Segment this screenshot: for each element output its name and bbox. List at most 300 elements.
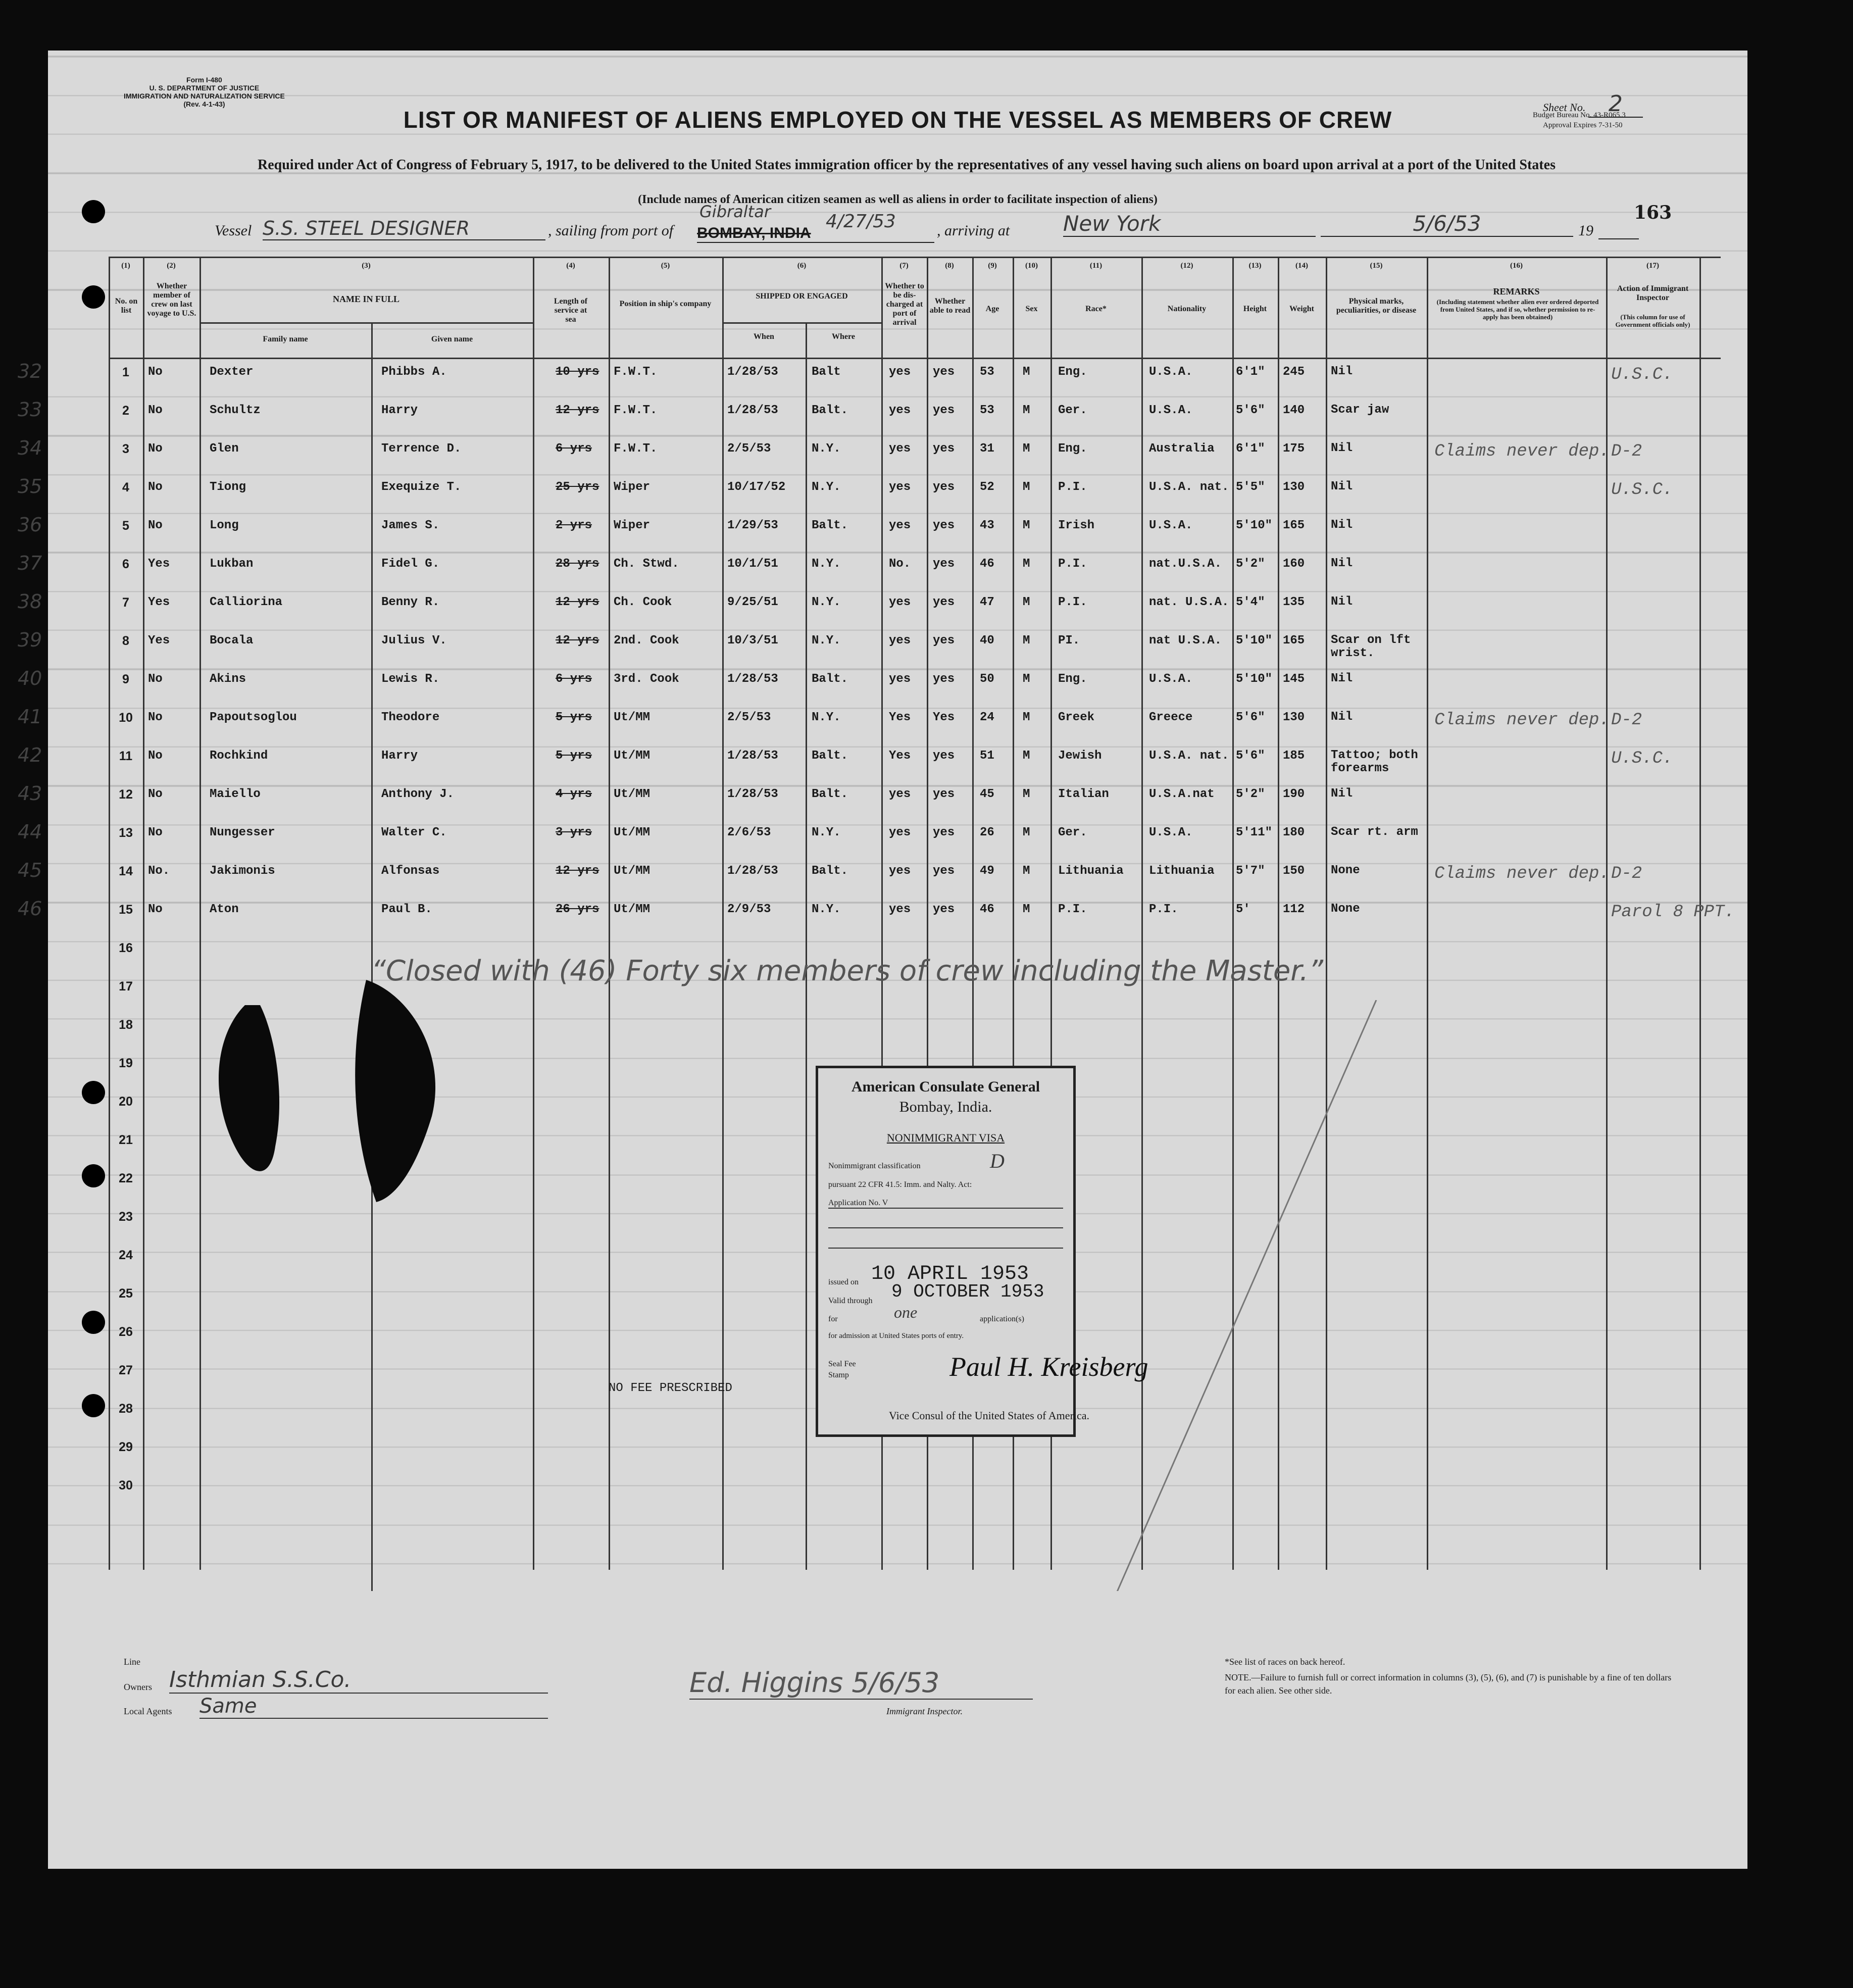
col-number-13: (13) bbox=[1248, 262, 1262, 270]
row-position: Ut/MM bbox=[614, 826, 650, 839]
row-where: Balt. bbox=[812, 787, 848, 801]
binder-hole bbox=[82, 1394, 105, 1417]
row-when: 1/28/53 bbox=[727, 404, 778, 417]
stamp-seal-label: Seal Fee Stamp bbox=[828, 1360, 856, 1379]
row-given-name: James S. bbox=[381, 519, 440, 532]
row-position: Wiper bbox=[614, 480, 650, 494]
row-number: 3 bbox=[122, 442, 129, 456]
empty-row-number: 20 bbox=[119, 1095, 133, 1109]
row-number: 13 bbox=[119, 826, 133, 840]
empty-row-number: 26 bbox=[119, 1325, 133, 1339]
left-margin-number: 44 bbox=[18, 821, 42, 843]
row-where: N.Y. bbox=[812, 480, 841, 494]
row-action: D-2 bbox=[1611, 711, 1642, 730]
footer-races-note: *See list of races on back hereof. bbox=[1225, 1657, 1345, 1667]
row-height: 5'6" bbox=[1236, 404, 1265, 417]
row-age: 40 bbox=[980, 634, 994, 648]
row-member: No bbox=[148, 480, 163, 494]
row-height: 5'10" bbox=[1236, 672, 1273, 686]
row-marks: Nil bbox=[1331, 557, 1353, 570]
empty-row-number: 28 bbox=[119, 1402, 133, 1416]
row-nationality: nat U.S.A. bbox=[1149, 634, 1222, 648]
header-remarks: REMARKS bbox=[1493, 286, 1540, 296]
col-number-11: (11) bbox=[1089, 262, 1103, 270]
no-fee-text: NO FEE PRESCRIBED bbox=[609, 1381, 732, 1395]
row-weight: 150 bbox=[1283, 864, 1305, 878]
footer-owners-value: Isthmian S.S.Co. bbox=[169, 1667, 548, 1694]
row-sex: M bbox=[1023, 519, 1030, 532]
footer-owners-label: Owners bbox=[124, 1682, 152, 1692]
row-discharged: yes bbox=[889, 365, 911, 379]
row-sex: M bbox=[1023, 903, 1030, 916]
header-action: Action of Immigrant Inspector bbox=[1617, 284, 1689, 302]
row-given-name: Fidel G. bbox=[381, 557, 440, 571]
row-marks: Tattoo; both forearms bbox=[1331, 749, 1418, 775]
arrival-port: New York bbox=[1063, 211, 1316, 237]
row-discharged: yes bbox=[889, 595, 911, 609]
sheet-footer bbox=[48, 1591, 1747, 1869]
row-service-length: 12 yrs bbox=[556, 634, 599, 648]
stamp-application-suffix: application(s) bbox=[980, 1315, 1024, 1323]
row-nationality: P.I. bbox=[1149, 903, 1178, 916]
left-margin-number: 36 bbox=[18, 514, 42, 536]
row-member: No bbox=[148, 442, 163, 456]
header-age: Age bbox=[985, 305, 999, 313]
row-nationality: nat.U.S.A. bbox=[1149, 557, 1222, 571]
form-revision: (Rev. 4-1-43) bbox=[183, 100, 225, 108]
sailing-port-handwritten: Gibraltar bbox=[699, 202, 771, 221]
row-action: D-2 bbox=[1611, 864, 1642, 883]
row-where: N.Y. bbox=[812, 711, 841, 724]
left-margin-number: 41 bbox=[18, 706, 42, 728]
row-family-name: Rochkind bbox=[210, 749, 268, 763]
row-member: Yes bbox=[148, 557, 170, 571]
row-family-name: Bocala bbox=[210, 634, 254, 648]
stamp-valid-label: Valid through bbox=[828, 1297, 873, 1305]
row-nationality: Lithuania bbox=[1149, 864, 1215, 878]
row-nationality: U.S.A.nat bbox=[1149, 787, 1215, 801]
row-able-read: Yes bbox=[933, 711, 955, 724]
row-member: No bbox=[148, 749, 163, 763]
col-number-6: (6) bbox=[797, 262, 807, 270]
row-race: PI. bbox=[1058, 634, 1080, 648]
row-height: 5'2" bbox=[1236, 787, 1265, 801]
col-number-17: (17) bbox=[1646, 262, 1659, 270]
empty-row-number: 24 bbox=[119, 1248, 133, 1262]
row-able-read: yes bbox=[933, 404, 955, 417]
row-position: F.W.T. bbox=[614, 365, 658, 379]
row-weight: 180 bbox=[1283, 826, 1305, 839]
left-margin-number: 45 bbox=[18, 859, 42, 881]
row-member: No bbox=[148, 711, 163, 724]
row-height: 5'11" bbox=[1236, 826, 1273, 839]
row-where: Balt. bbox=[812, 519, 848, 532]
row-nationality: U.S.A. bbox=[1149, 404, 1193, 417]
row-race: P.I. bbox=[1058, 480, 1087, 494]
stamp-pursuant: pursuant 22 CFR 41.5: Imm. and Nalty. Act: bbox=[828, 1180, 972, 1189]
row-sex: M bbox=[1023, 826, 1030, 839]
row-when: 1/28/53 bbox=[727, 365, 778, 379]
header-able-read: Whether able to read bbox=[929, 297, 971, 315]
row-sex: M bbox=[1023, 787, 1030, 801]
row-race: Jewish bbox=[1058, 749, 1102, 763]
sheet-number-value: 2 bbox=[1588, 91, 1643, 118]
header-family-name: Family name bbox=[263, 335, 308, 343]
left-margin-number: 39 bbox=[18, 629, 42, 651]
row-marks: None bbox=[1331, 902, 1360, 916]
stamp-consulate: American Consulate General bbox=[851, 1078, 1040, 1095]
table-top-border bbox=[109, 257, 1721, 258]
row-given-name: Lewis R. bbox=[381, 672, 440, 686]
header-nationality: Nationality bbox=[1167, 305, 1207, 313]
row-number: 6 bbox=[122, 557, 129, 571]
empty-row-number: 21 bbox=[119, 1133, 133, 1147]
row-height: 5'10" bbox=[1236, 634, 1273, 648]
empty-row-number: 30 bbox=[119, 1478, 133, 1493]
row-race: Eng. bbox=[1058, 442, 1087, 456]
row-family-name: Aton bbox=[210, 903, 239, 916]
row-sex: M bbox=[1023, 442, 1030, 456]
row-weight: 135 bbox=[1283, 595, 1305, 609]
row-position: Ch. Cook bbox=[614, 595, 672, 609]
form-number: Form I-480 bbox=[186, 76, 222, 84]
row-service-length: 28 yrs bbox=[556, 557, 599, 571]
left-margin-number: 34 bbox=[18, 437, 42, 459]
row-family-name: Nungesser bbox=[210, 826, 275, 839]
row-where: Balt. bbox=[812, 864, 848, 878]
row-number: 10 bbox=[119, 711, 133, 725]
row-race: Eng. bbox=[1058, 365, 1087, 379]
year-blank bbox=[1598, 238, 1639, 239]
row-race: Greek bbox=[1058, 711, 1095, 724]
header-name-in-full: NAME IN FULL bbox=[332, 294, 399, 304]
row-where: N.Y. bbox=[812, 826, 841, 839]
seal-mark bbox=[184, 965, 447, 1207]
row-when: 1/28/53 bbox=[727, 672, 778, 686]
empty-row-number: 29 bbox=[119, 1440, 133, 1454]
row-member: Yes bbox=[148, 595, 170, 609]
row-race: Eng. bbox=[1058, 672, 1087, 686]
binder-hole bbox=[82, 1081, 105, 1104]
row-weight: 130 bbox=[1283, 711, 1305, 724]
left-margin-number: 40 bbox=[18, 667, 42, 689]
row-service-length: 5 yrs bbox=[556, 749, 592, 763]
row-sex: M bbox=[1023, 672, 1030, 686]
row-discharged: No. bbox=[889, 557, 911, 571]
row-able-read: yes bbox=[933, 365, 955, 379]
col-number-10: (10) bbox=[1025, 262, 1038, 270]
left-margin-number: 37 bbox=[18, 552, 42, 574]
row-nationality: U.S.A. nat. bbox=[1149, 480, 1229, 494]
row-able-read: yes bbox=[933, 595, 955, 609]
row-when: 1/28/53 bbox=[727, 749, 778, 763]
sailing-port-struck: BOMBAY, INDIA bbox=[697, 225, 934, 243]
row-family-name: Dexter bbox=[210, 365, 254, 379]
row-age: 53 bbox=[980, 404, 994, 417]
row-when: 2/9/53 bbox=[727, 903, 771, 916]
form-id bbox=[124, 76, 285, 108]
header-discharged: Whether to be dis-charged at port of arrival bbox=[885, 282, 924, 327]
row-able-read: yes bbox=[933, 903, 955, 916]
empty-row-number: 17 bbox=[119, 979, 133, 993]
row-race: P.I. bbox=[1058, 903, 1087, 916]
row-when: 10/17/52 bbox=[727, 480, 786, 494]
row-age: 51 bbox=[980, 749, 994, 763]
row-member: No bbox=[148, 903, 163, 916]
row-height: 5'4" bbox=[1236, 595, 1265, 609]
stamp-blank-line-2 bbox=[828, 1237, 1063, 1249]
row-service-length: 12 yrs bbox=[556, 595, 599, 609]
vessel-label: Vessel bbox=[215, 222, 252, 239]
row-discharged: yes bbox=[889, 519, 911, 532]
col-number-9: (9) bbox=[988, 262, 997, 270]
row-given-name: Harry bbox=[381, 404, 418, 417]
row-given-name: Terrence D. bbox=[381, 442, 462, 456]
row-age: 50 bbox=[980, 672, 994, 686]
row-discharged: yes bbox=[889, 404, 911, 417]
row-service-length: 4 yrs bbox=[556, 787, 592, 801]
row-discharged: yes bbox=[889, 442, 911, 456]
header-when: When bbox=[754, 332, 774, 341]
row-family-name: Papoutsoglou bbox=[210, 711, 297, 724]
row-nationality: Greece bbox=[1149, 711, 1193, 724]
left-margin-number: 42 bbox=[18, 744, 42, 766]
header-physical: Physical marks, peculiarities, or disease bbox=[1336, 297, 1417, 315]
arriving-label: , arriving at bbox=[937, 222, 1010, 239]
row-sex: M bbox=[1023, 749, 1030, 763]
row-service-length: 12 yrs bbox=[556, 864, 599, 878]
empty-row-number: 27 bbox=[119, 1363, 133, 1377]
row-sex: M bbox=[1023, 634, 1030, 648]
row-height: 5'10" bbox=[1236, 519, 1273, 532]
col-number-8: (8) bbox=[945, 262, 954, 270]
stamp-issued-label: issued on bbox=[828, 1278, 859, 1286]
row-discharged: yes bbox=[889, 634, 911, 648]
row-position: Wiper bbox=[614, 519, 650, 532]
row-height: 5'7" bbox=[1236, 864, 1265, 878]
row-remarks: Claims never dep. bbox=[1434, 442, 1610, 461]
row-sex: M bbox=[1023, 864, 1030, 878]
row-race: Ger. bbox=[1058, 404, 1087, 417]
row-sex: M bbox=[1023, 711, 1030, 724]
row-marks: Nil bbox=[1331, 518, 1353, 532]
row-family-name: Maiello bbox=[210, 787, 261, 801]
row-family-name: Calliorina bbox=[210, 595, 283, 609]
row-sex: M bbox=[1023, 595, 1030, 609]
row-height: 5' bbox=[1236, 903, 1250, 916]
row-discharged: yes bbox=[889, 672, 911, 686]
binder-hole bbox=[82, 285, 105, 309]
row-when: 2/5/53 bbox=[727, 711, 771, 724]
row-weight: 165 bbox=[1283, 634, 1305, 648]
row-marks: Nil bbox=[1331, 787, 1353, 801]
row-number: 8 bbox=[122, 634, 129, 648]
header-sex: Sex bbox=[1025, 305, 1038, 313]
row-when: 1/28/53 bbox=[727, 787, 778, 801]
row-family-name: Long bbox=[210, 519, 239, 532]
row-number: 11 bbox=[119, 749, 133, 763]
row-weight: 175 bbox=[1283, 442, 1305, 456]
stamp-vice-consul: Vice Consul of the United States of America. bbox=[889, 1409, 1090, 1422]
row-number: 9 bbox=[122, 672, 129, 686]
row-where: N.Y. bbox=[812, 903, 841, 916]
row-when: 10/1/51 bbox=[727, 557, 778, 571]
sailing-date: 4/27/53 bbox=[826, 211, 896, 232]
consulate-visa-stamp bbox=[816, 1066, 1148, 1437]
row-marks: Nil bbox=[1331, 480, 1353, 493]
stamp-blank-line-1 bbox=[828, 1217, 1063, 1228]
row-age: 24 bbox=[980, 711, 994, 724]
header-action-sub: (This column for use of Government officials only) bbox=[1615, 313, 1690, 328]
row-weight: 245 bbox=[1283, 365, 1305, 379]
form-department: U. S. DEPARTMENT OF JUSTICE bbox=[149, 84, 260, 92]
row-discharged: yes bbox=[889, 787, 911, 801]
row-nationality: U.S.A. nat. bbox=[1149, 749, 1229, 763]
col-number-4: (4) bbox=[566, 262, 575, 270]
row-able-read: yes bbox=[933, 557, 955, 571]
stamp-visa-type: NONIMMIGRANT VISA bbox=[886, 1131, 1005, 1144]
row-discharged: Yes bbox=[889, 749, 911, 763]
left-margin-number: 43 bbox=[18, 782, 42, 805]
row-given-name: Walter C. bbox=[381, 826, 447, 839]
row-member: Yes bbox=[148, 634, 170, 648]
row-position: 3rd. Cook bbox=[614, 672, 679, 686]
row-marks: Nil bbox=[1331, 365, 1353, 378]
row-able-read: yes bbox=[933, 787, 955, 801]
row-height: 5'6" bbox=[1236, 711, 1265, 724]
empty-row-number: 25 bbox=[119, 1286, 133, 1301]
header-where: Where bbox=[832, 332, 855, 341]
row-member: No bbox=[148, 672, 163, 686]
row-family-name: Lukban bbox=[210, 557, 254, 571]
col-number-15: (15) bbox=[1370, 262, 1383, 270]
row-when: 2/5/53 bbox=[727, 442, 771, 456]
row-marks: Scar rt. arm bbox=[1331, 825, 1418, 839]
row-able-read: yes bbox=[933, 826, 955, 839]
row-weight: 130 bbox=[1283, 480, 1305, 494]
footer-line-label: Line bbox=[124, 1657, 140, 1667]
row-position: Ch. Stwd. bbox=[614, 557, 679, 571]
empty-row-number: 16 bbox=[119, 941, 133, 955]
sheet-number-label: Sheet No. bbox=[1543, 101, 1586, 114]
closing-note: “Closed with (46) Forty six members of crew including the Master.” bbox=[371, 955, 1323, 987]
row-where: N.Y. bbox=[812, 595, 841, 609]
row-given-name: Anthony J. bbox=[381, 787, 455, 801]
row-marks: Scar on lft wrist. bbox=[1331, 633, 1411, 660]
row-able-read: yes bbox=[933, 480, 955, 494]
footer-agents-value: Same bbox=[199, 1695, 548, 1719]
row-race: Irish bbox=[1058, 519, 1095, 532]
row-position: Ut/MM bbox=[614, 787, 650, 801]
header-weight: Weight bbox=[1289, 305, 1314, 313]
row-when: 1/29/53 bbox=[727, 519, 778, 532]
binder-hole bbox=[82, 1164, 105, 1187]
col-number-5: (5) bbox=[661, 262, 670, 270]
row-service-length: 5 yrs bbox=[556, 711, 592, 724]
row-race: Lithuania bbox=[1058, 864, 1124, 878]
binder-hole bbox=[82, 200, 105, 223]
row-able-read: yes bbox=[933, 672, 955, 686]
row-member: No bbox=[148, 404, 163, 417]
row-discharged: yes bbox=[889, 903, 911, 916]
header-length-service: Length of service at sea bbox=[554, 297, 588, 324]
row-action: U.S.C. bbox=[1611, 480, 1673, 500]
header-no-on-list: No. on list bbox=[115, 297, 138, 315]
page-number: 163 bbox=[1634, 202, 1672, 223]
row-able-read: yes bbox=[933, 442, 955, 456]
row-height: 6'1" bbox=[1236, 442, 1265, 456]
left-margin-number: 35 bbox=[18, 475, 42, 498]
requirement-text: Required under Act of Congress of February 5, 1917, to be delivered to the United States immigration officer by the representatives of any vessel having such aliens on board upon arrival at a port of the United States bbox=[258, 157, 1556, 173]
row-able-read: yes bbox=[933, 634, 955, 648]
stamp-classification-label: Nonimmigrant classification bbox=[828, 1162, 921, 1170]
row-member: No bbox=[148, 519, 163, 532]
footer-note: NOTE.—Failure to furnish full or correct information in columns (3), (5), (6), and (7) is punishable by a fine of ten dollars for each alien. See other side. bbox=[1225, 1672, 1672, 1696]
row-family-name: Jakimonis bbox=[210, 864, 275, 878]
row-race: P.I. bbox=[1058, 557, 1087, 571]
arrival-date: 5/6/53 bbox=[1321, 211, 1573, 237]
empty-row-number: 23 bbox=[119, 1210, 133, 1224]
row-sex: M bbox=[1023, 365, 1030, 379]
row-number: 12 bbox=[119, 787, 133, 802]
row-action: U.S.C. bbox=[1611, 749, 1673, 768]
row-service-length: 26 yrs bbox=[556, 903, 599, 916]
row-member: No bbox=[148, 365, 163, 379]
empty-row-number: 18 bbox=[119, 1018, 133, 1032]
left-margin-number: 33 bbox=[18, 399, 42, 421]
row-race: Italian bbox=[1058, 787, 1109, 801]
include-note: (Include names of American citizen seamen as well as aliens in order to facilitate inspection of aliens) bbox=[638, 193, 1158, 206]
col-number-12: (12) bbox=[1180, 262, 1193, 270]
row-service-length: 6 yrs bbox=[556, 672, 592, 686]
row-when: 10/3/51 bbox=[727, 634, 778, 648]
row-number: 5 bbox=[122, 519, 129, 533]
row-age: 53 bbox=[980, 365, 994, 379]
sailing-label: , sailing from port of bbox=[548, 222, 674, 239]
row-weight: 140 bbox=[1283, 404, 1305, 417]
row-weight: 185 bbox=[1283, 749, 1305, 763]
stamp-classification-value: D bbox=[990, 1150, 1005, 1172]
row-height: 5'6" bbox=[1236, 749, 1265, 763]
row-age: 26 bbox=[980, 826, 994, 839]
row-weight: 145 bbox=[1283, 672, 1305, 686]
page-title: LIST OR MANIFEST OF ALIENS EMPLOYED ON THE VESSEL AS MEMBERS OF CREW bbox=[403, 107, 1392, 133]
row-sex: M bbox=[1023, 480, 1030, 494]
row-nationality: U.S.A. bbox=[1149, 826, 1193, 839]
row-family-name: Tiong bbox=[210, 480, 246, 494]
header-height: Height bbox=[1243, 305, 1267, 313]
footer-agents-label: Local Agents bbox=[124, 1706, 172, 1716]
row-given-name: Julius V. bbox=[381, 634, 447, 648]
row-service-length: 25 yrs bbox=[556, 480, 599, 494]
row-nationality: Australia bbox=[1149, 442, 1215, 456]
row-number: 15 bbox=[119, 903, 133, 917]
row-sex: M bbox=[1023, 404, 1030, 417]
row-able-read: yes bbox=[933, 864, 955, 878]
row-position: Ut/MM bbox=[614, 903, 650, 916]
row-age: 52 bbox=[980, 480, 994, 494]
form-service: IMMIGRATION AND NATURALIZATION SERVICE bbox=[124, 92, 285, 100]
row-weight: 160 bbox=[1283, 557, 1305, 571]
header-position: Position in ship's company bbox=[619, 300, 712, 308]
diagonal-line bbox=[1104, 1000, 1386, 1616]
row-given-name: Paul B. bbox=[381, 903, 432, 916]
row-age: 45 bbox=[980, 787, 994, 801]
row-given-name: Theodore bbox=[381, 711, 440, 724]
row-where: Balt. bbox=[812, 404, 848, 417]
col-number-2: (2) bbox=[167, 262, 176, 270]
row-where: Balt. bbox=[812, 749, 848, 763]
